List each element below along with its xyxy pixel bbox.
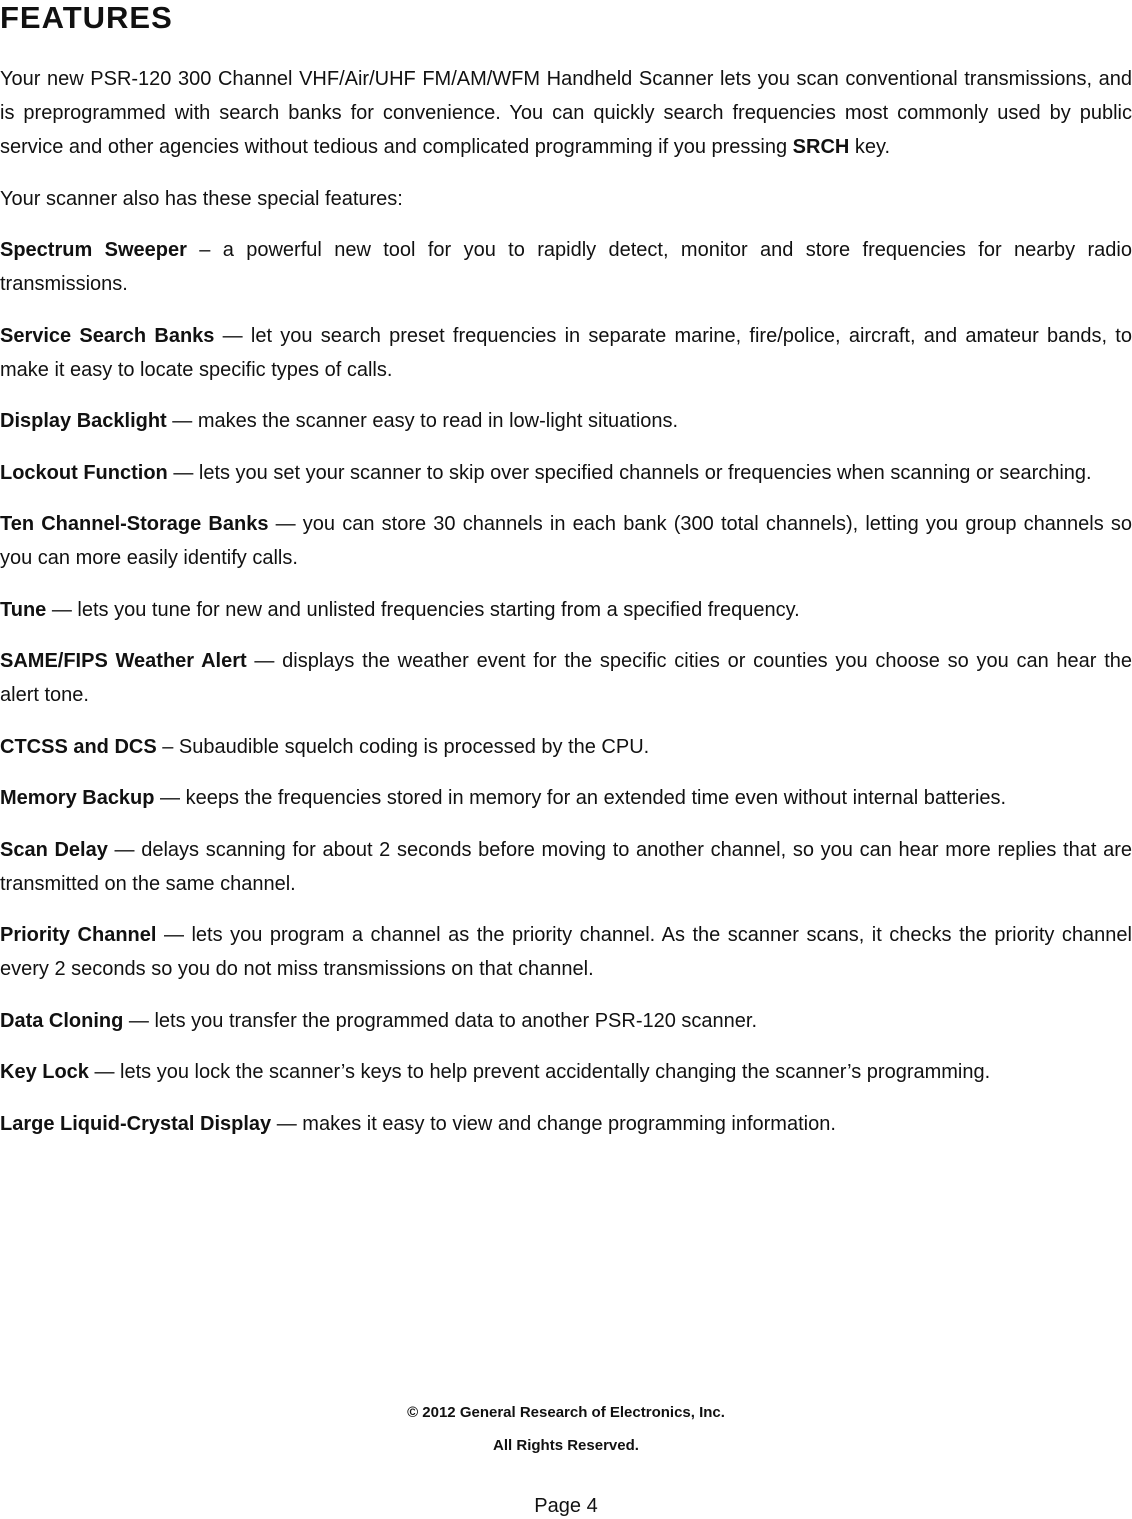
feature-description: — let you search preset frequencies in separate marine, fire/police, aircraft, and amateur bands, to make it easy to locate specific types of calls.: [0, 324, 1132, 381]
feature-term: CTCSS and DCS: [0, 735, 157, 758]
feature-same-fips-weather-alert: [0, 644, 1132, 712]
feature-description: — keeps the frequencies stored in memory for an extended time even without internal batteries.: [154, 787, 1007, 809]
feature-term: Memory Backup: [0, 787, 155, 809]
intro-paragraph: [0, 62, 1132, 164]
feature-term: Scan Delay: [0, 838, 108, 861]
feature-memory-backup: [0, 781, 1132, 815]
feature-data-cloning: [0, 1004, 1132, 1038]
feature-description: — you can store 30 channels in each bank (300 total channels), letting you group channels so you can more easily identify calls.: [0, 513, 1132, 569]
rights-notice: All Rights Reserved.: [493, 1437, 639, 1454]
feature-description: — delays scanning for about 2 seconds before moving to another channel, so you can hear more replies that are transmitted on the same channel.: [0, 838, 1132, 895]
feature-spectrum-sweeper: [0, 233, 1132, 301]
intro-text-after: key.: [849, 136, 891, 158]
feature-service-search-banks: [0, 319, 1132, 387]
feature-term: Ten Channel-Storage Banks: [0, 513, 269, 535]
feature-lockout-function: [0, 456, 1132, 490]
srch-key-label: SRCH: [792, 136, 850, 158]
feature-tune: [0, 593, 1132, 627]
copyright-notice: © 2012 General Research of Electronics, Inc.: [407, 1404, 725, 1421]
feature-display-backlight: [0, 404, 1132, 438]
page-title: FEATURES: [0, 0, 173, 35]
feature-description: — lets you transfer the programmed data to another PSR-120 scanner.: [123, 1009, 758, 1032]
feature-key-lock: [0, 1055, 1132, 1089]
feature-description: — lets you set your scanner to skip over specified channels or frequencies when scanning or searching.: [167, 461, 1092, 484]
page-number: Page 4: [534, 1495, 598, 1517]
feature-term: Data Cloning: [0, 1009, 124, 1032]
feature-term: Lockout Function: [0, 461, 168, 484]
feature-description: — lets you lock the scanner’s keys to help prevent accidentally changing the scanner’s programming.: [88, 1061, 991, 1083]
feature-description: – a powerful new tool for you to rapidly detect, monitor and store frequencies for nearby radio transmissions.: [0, 239, 1132, 295]
feature-term: Priority Channel: [0, 924, 157, 946]
feature-large-lcd: [0, 1107, 1132, 1141]
feature-term: Large Liquid-Crystal Display: [0, 1112, 272, 1135]
feature-term: SAME/FIPS Weather Alert: [0, 650, 247, 672]
feature-term: Tune: [0, 598, 47, 621]
feature-priority-channel: [0, 918, 1132, 986]
feature-term: Key Lock: [0, 1061, 89, 1083]
feature-description: – Subaudible squelch coding is processed by the CPU.: [156, 735, 650, 758]
features-intro: Your scanner also has these special features:: [0, 187, 403, 210]
feature-term: Display Backlight: [0, 410, 167, 432]
feature-term: Spectrum Sweeper: [0, 239, 187, 261]
feature-ten-channel-storage-banks: [0, 507, 1132, 575]
feature-term: Service Search Banks: [0, 324, 215, 347]
features-content: [0, 62, 1132, 1158]
feature-description: — displays the weather event for the specific cities or counties you choose so you can hear the alert tone.: [0, 650, 1132, 706]
feature-description: — lets you program a channel as the priority channel. As the scanner scans, it checks the priority channel every 2 seconds so you do not miss transmissions on that channel.: [0, 924, 1132, 980]
intro-text-before: Your new PSR-120 300 Channel VHF/Air/UHF FM/AM/WFM Handheld Scanner lets you scan conventional transmissions, and is preprogrammed with search banks for convenience. You can quickly search frequencies most commonly used by public service and other agencies without tedious and complicated programming if you pressing: [0, 68, 1132, 158]
feature-scan-delay: [0, 833, 1132, 901]
feature-description: — makes it easy to view and change programming information.: [271, 1112, 836, 1135]
feature-description: — makes the scanner easy to read in low-light situations.: [166, 410, 679, 432]
feature-ctcss-and-dcs: [0, 730, 1132, 764]
feature-description: — lets you tune for new and unlisted frequencies starting from a specified frequency.: [46, 598, 800, 621]
